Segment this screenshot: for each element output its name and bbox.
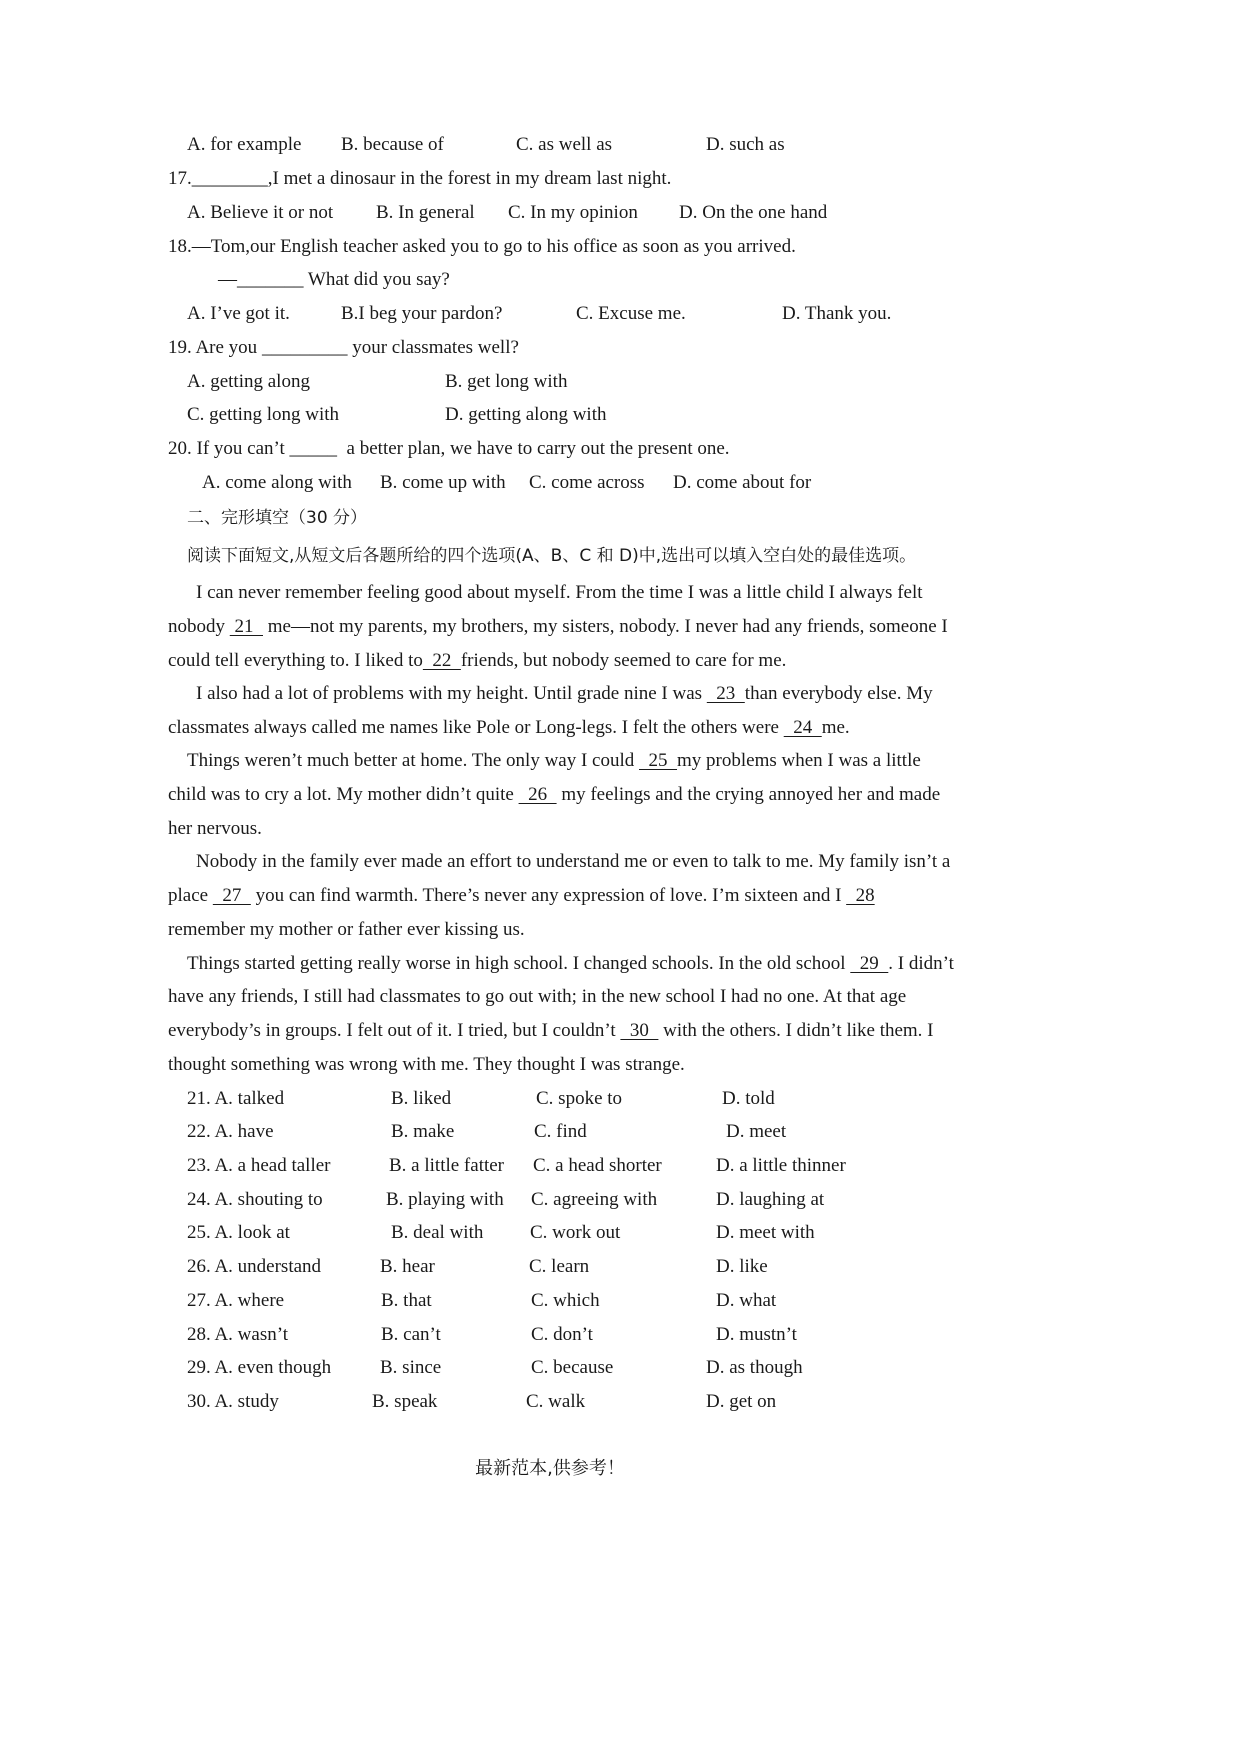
passage-line: have any friends, I still had classmates to go out with; in the new school I had no one. At that age — [168, 986, 907, 1007]
option-24-a: 24. A. shouting to — [187, 1189, 323, 1210]
option-25-c: C. work out — [530, 1222, 621, 1243]
passage-text: place — [168, 885, 213, 906]
option-21-a: 21. A. talked — [187, 1088, 285, 1109]
q20-option-a: A. come along with — [202, 472, 352, 493]
passage-text: nobody — [168, 616, 230, 637]
q18-reply — [218, 269, 450, 291]
q19-stem — [168, 337, 519, 359]
option-23-d: D. a little thinner — [716, 1155, 846, 1176]
option-21-d: D. told — [722, 1088, 775, 1109]
passage-text: child was to cry a lot. My mother didn’t quite — [168, 784, 519, 805]
q18-blank: _______ — [237, 269, 304, 290]
q20-text-pre: 20. If you can’t — [168, 438, 290, 459]
q16-option-a: A. for example — [187, 134, 302, 155]
option-21-b: B. liked — [391, 1088, 452, 1109]
option-27-d: D. what — [716, 1290, 777, 1311]
option-29-b: B. since — [380, 1357, 442, 1378]
option-28-b: B. can’t — [381, 1324, 441, 1345]
q19-option-d: D. getting along with — [445, 404, 607, 425]
option-22-c: C. find — [534, 1121, 587, 1142]
passage-text: me. — [821, 717, 850, 738]
q19-option-a: A. getting along — [187, 371, 310, 392]
passage-text: I also had a lot of problems with my height. Until grade nine I was — [196, 683, 707, 704]
q16-option-c: C. as well as — [516, 134, 613, 155]
q18-dash: — — [218, 269, 237, 290]
passage-line: Nobody in the family ever made an effort to understand me or even to talk to me. My family isn’t a — [196, 851, 951, 872]
passage-line — [168, 616, 948, 638]
passage-line — [168, 784, 940, 806]
section-instruction: 阅读下面短文,从短文后各题所给的四个选项(A、B、C 和 D)中,选出可以填入空白处的最佳选项。 — [187, 546, 917, 566]
passage-text: my problems when I was a little — [677, 750, 921, 771]
blank-25: 25 — [639, 750, 678, 771]
q17-text: ,I met a dinosaur in the forest in my dream last night. — [267, 168, 672, 189]
q19-text-pre: 19. Are you — [168, 337, 262, 358]
blank-21: 21 — [229, 616, 263, 637]
option-26-d: D. like — [716, 1256, 768, 1277]
q17-option-a: A. Believe it or not — [187, 202, 334, 223]
option-21-c: C. spoke to — [536, 1088, 623, 1109]
passage-line: remember my mother or father ever kissing us. — [168, 919, 525, 940]
option-27-b: B. that — [381, 1290, 432, 1311]
q18-option-b: B.I beg your pardon? — [341, 303, 503, 324]
option-30-a: 30. A. study — [187, 1391, 279, 1412]
q16-option-d: D. such as — [706, 134, 785, 155]
option-23-a: 23. A. a head taller — [187, 1155, 331, 1176]
q20-option-b: B. come up with — [380, 472, 506, 493]
option-24-b: B. playing with — [386, 1189, 504, 1210]
passage-text: than everybody else. My — [744, 683, 933, 704]
q17-option-c: C. In my opinion — [508, 202, 638, 223]
passage-text: you can find warmth. There’s never any expression of love. I’m sixteen and I — [250, 885, 847, 906]
option-29-c: C. because — [531, 1357, 614, 1378]
q16-option-b: B. because of — [341, 134, 444, 155]
q20-blank: _____ — [289, 438, 338, 459]
q18-option-d: D. Thank you. — [782, 303, 892, 324]
q20-stem — [168, 438, 730, 460]
option-29-a: 29. A. even though — [187, 1357, 332, 1378]
blank-27: 27 — [212, 885, 251, 906]
option-30-b: B. speak — [372, 1391, 438, 1412]
option-28-d: D. mustn’t — [716, 1324, 797, 1345]
q19-option-c: C. getting long with — [187, 404, 339, 425]
q18-option-c: C. Excuse me. — [576, 303, 686, 324]
q18-option-a: A. I’ve got it. — [187, 303, 290, 324]
option-25-d: D. meet with — [716, 1222, 815, 1243]
q17-option-b: B. In general — [376, 202, 475, 223]
q17-stem — [168, 168, 671, 190]
option-22-a: 22. A. have — [187, 1121, 274, 1142]
option-26-a: 26. A. understand — [187, 1256, 322, 1277]
q20-text: a better plan, we have to carry out the present one. — [337, 438, 730, 459]
option-23-b: B. a little fatter — [389, 1155, 505, 1176]
q20-option-c: C. come across — [529, 472, 645, 493]
option-27-c: C. which — [531, 1290, 600, 1311]
blank-23: 23 — [706, 683, 745, 704]
page-footer: 最新范本,供参考！ — [475, 1458, 625, 1479]
q17-blank: ________ — [191, 168, 268, 189]
option-29-d: D. as though — [706, 1357, 803, 1378]
option-22-d: D. meet — [726, 1121, 787, 1142]
option-24-d: D. laughing at — [716, 1189, 825, 1210]
q18-text: What did you say? — [303, 269, 450, 290]
option-28-a: 28. A. wasn’t — [187, 1324, 288, 1345]
option-25-b: B. deal with — [391, 1222, 484, 1243]
passage-text: could tell everything to. I liked to — [168, 650, 423, 671]
option-22-b: B. make — [391, 1121, 455, 1142]
passage-line — [168, 650, 786, 672]
passage-text: classmates always called me names like Pole or Long-legs. I felt the others were — [168, 717, 784, 738]
option-30-c: C. walk — [526, 1391, 586, 1412]
passage-text: everybody’s in groups. I felt out of it. I tried, but I couldn’t — [168, 1020, 621, 1041]
blank-29: 29 — [850, 953, 889, 974]
passage-line — [196, 683, 933, 705]
option-30-d: D. get on — [706, 1391, 777, 1412]
option-23-c: C. a head shorter — [533, 1155, 662, 1176]
passage-text: friends, but nobody seemed to care for me. — [460, 650, 787, 671]
section-heading: 二、完形填空（30 分） — [187, 508, 368, 528]
option-26-c: C. learn — [529, 1256, 590, 1277]
blank-24: 24 — [783, 717, 822, 738]
passage-line — [187, 953, 954, 975]
q17-number: 17. — [168, 168, 192, 189]
passage-line: thought something was wrong with me. They thought I was strange. — [168, 1054, 685, 1075]
q17-option-d: D. On the one hand — [679, 202, 828, 223]
blank-30: 30 — [620, 1020, 659, 1041]
passage-text: my feelings and the crying annoyed her and made — [556, 784, 941, 805]
passage-line — [168, 717, 850, 739]
passage-line — [187, 750, 921, 772]
option-24-c: C. agreeing with — [531, 1189, 658, 1210]
blank-26: 26 — [518, 784, 557, 805]
passage-line — [168, 885, 875, 907]
blank-22: 22 — [422, 650, 461, 671]
q19-option-b: B. get long with — [445, 371, 568, 392]
blank-28: 28 — [846, 885, 875, 906]
q19-blank: _________ — [261, 337, 348, 358]
passage-text: Things weren’t much better at home. The only way I could — [187, 750, 640, 771]
q18-stem: 18.—Tom,our English teacher asked you to go to his office as soon as you arrived. — [168, 236, 796, 257]
passage-text: . I didn’t — [888, 953, 954, 974]
passage-line — [168, 1020, 934, 1042]
q19-text: your classmates well? — [347, 337, 519, 358]
passage-text: Things started getting really worse in high school. I changed schools. In the old school — [187, 953, 851, 974]
q20-option-d: D. come about for — [673, 472, 812, 493]
option-28-c: C. don’t — [531, 1324, 593, 1345]
option-27-a: 27. A. where — [187, 1290, 285, 1311]
passage-text: with the others. I didn’t like them. I — [658, 1020, 934, 1041]
option-25-a: 25. A. look at — [187, 1222, 290, 1243]
passage-line: I can never remember feeling good about myself. From the time I was a little child I always felt — [196, 582, 923, 603]
option-26-b: B. hear — [380, 1256, 435, 1277]
passage-text: me—not my parents, my brothers, my sisters, nobody. I never had any friends, someone I — [263, 616, 948, 637]
passage-line: her nervous. — [168, 818, 262, 839]
